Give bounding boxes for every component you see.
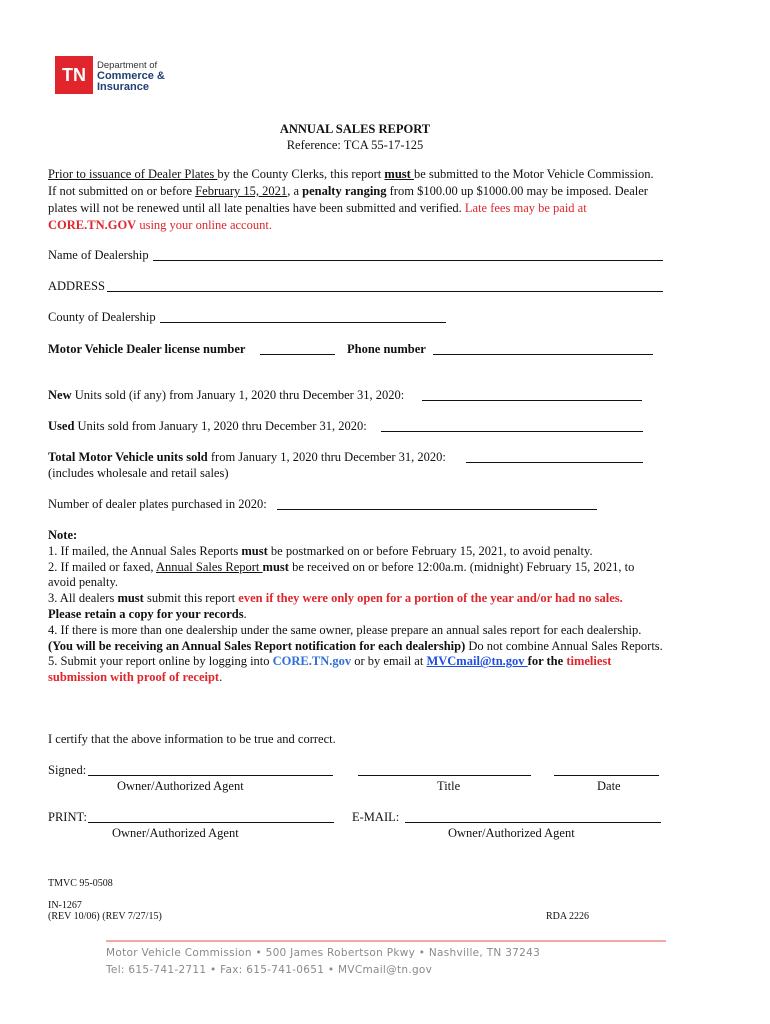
email-owner-caption: Owner/Authorized Agent — [448, 826, 575, 840]
used-units-text: Units sold from January 1, 2020 thru December 31, 2020: — [74, 419, 367, 433]
intro-penalty: penalty ranging — [302, 184, 387, 198]
note-1 — [48, 544, 663, 560]
note-5-e: for the — [527, 654, 567, 669]
note-2-d: be received on or before 12:00a.m. (midnight) February 15, 2021, to avoid penalty. — [48, 559, 635, 590]
date-field[interactable] — [554, 775, 659, 776]
logo-line-3: Insurance — [97, 81, 149, 93]
new-units-label — [48, 388, 404, 403]
note-3-retain: Please retain a copy for your records — [48, 606, 244, 621]
new-units-field[interactable] — [422, 400, 642, 401]
note-3 — [48, 591, 663, 623]
total-units-label — [48, 450, 446, 465]
note-1-must: must — [241, 543, 268, 558]
note-2-must: must — [262, 559, 289, 574]
address-label: ADDRESS — [48, 279, 105, 293]
signed-owner-caption: Owner/Authorized Agent — [117, 779, 244, 793]
intro-core-link[interactable]: CORE.TN.GOV — [48, 218, 137, 232]
footer-divider — [106, 940, 666, 942]
notes-heading: Note: — [48, 528, 78, 542]
note-3-period: . — [243, 606, 247, 621]
intro-text-4: from $100.00 up $1000.00 may be imposed. Dealer plates will not be renewed until all late penalties have been submitted and verified. — [48, 184, 648, 215]
note-4-c: Do not combine Annual Sales Reports. — [465, 638, 663, 653]
phone-label: Phone number — [347, 342, 426, 356]
note-5-core-link[interactable]: CORE.TN.gov — [272, 654, 352, 669]
email-label: E-MAIL: — [352, 810, 400, 824]
department-logo-text — [97, 60, 165, 93]
intro-online: using your online account. — [136, 218, 272, 232]
date-caption: Date — [597, 779, 621, 793]
rda-code: RDA 2226 — [546, 911, 590, 922]
logo-line-2: Commerce & — [97, 70, 165, 82]
note-5-email-link[interactable]: MVCmail@tn.gov — [426, 654, 528, 669]
intro-deadline: February 15, 2021 — [195, 184, 288, 198]
note-1-c: be postmarked on or before February 15, 2021, to avoid penalty. — [267, 543, 593, 558]
email-field[interactable] — [405, 822, 661, 823]
intro-must: must — [384, 167, 414, 181]
reference-line: Reference: TCA 55-17-125 — [286, 138, 424, 152]
total-units-text: from January 1, 2020 thru December 31, 2020: — [207, 450, 446, 464]
total-units-note: (includes wholesale and retail sales) — [48, 466, 229, 480]
title-field[interactable] — [358, 775, 531, 776]
total-units-field[interactable] — [466, 462, 643, 463]
used-units-field[interactable] — [381, 431, 643, 432]
intro-text-3: , a — [287, 184, 303, 198]
note-1-a: 1. If mailed, the Annual Sales Reports — [48, 543, 242, 558]
intro-text-1: by the County Clerks, this report — [217, 167, 385, 181]
dealership-name-label: Name of Dealership — [48, 248, 149, 262]
note-4-notification: (You will be receiving an Annual Sales Report notification for each dealership) — [48, 638, 466, 653]
note-5-a: 5. Submit your report online by logging into — [48, 654, 273, 669]
notes-section — [48, 528, 663, 686]
note-5-period: . — [219, 670, 223, 685]
intro-prior: Prior to issuance of Dealer Plates — [48, 167, 218, 181]
note-5-c: or by email at — [351, 654, 427, 669]
note-2-report: Annual Sales Report — [155, 559, 263, 574]
signed-label: Signed: — [48, 763, 87, 777]
note-3-a: 3. All dealers — [48, 591, 118, 606]
phone-field[interactable] — [433, 354, 653, 355]
address-field[interactable] — [107, 291, 663, 292]
note-3-must: must — [117, 591, 144, 606]
title-caption: Title — [437, 779, 461, 793]
dealership-name-field[interactable] — [153, 260, 663, 261]
logo-line-1: Department of — [97, 60, 158, 71]
signature-field[interactable] — [88, 775, 333, 776]
intro-text-2: be submitted to the Motor Vehicle Commission. If not submitted on or before — [48, 167, 654, 198]
in-code: IN-1267 — [48, 900, 82, 911]
note-3-warning: even if they were only open for a portion of the year and/or had no sales. — [238, 591, 623, 606]
new-units-text: Units sold (if any) from January 1, 2020 thru December 31, 2020: — [71, 388, 405, 402]
total-units-bold: Total Motor Vehicle units sold — [48, 450, 208, 464]
plates-field[interactable] — [277, 509, 597, 510]
county-label: County of Dealership — [48, 310, 156, 324]
tmvc-code: TMVC 95-0508 — [48, 878, 113, 889]
note-2 — [48, 560, 663, 592]
new-units-bold: New — [48, 388, 72, 402]
note-5 — [48, 654, 663, 686]
license-label: Motor Vehicle Dealer license number — [48, 342, 246, 356]
report-title: ANNUAL SALES REPORT — [279, 122, 431, 136]
intro-paragraph — [48, 166, 663, 234]
license-field[interactable] — [260, 354, 335, 355]
intro-late-fees: Late fees may be paid at — [464, 201, 587, 215]
used-units-bold: Used — [48, 419, 75, 433]
note-5-timeliest: timeliest submission with proof of receipt — [48, 654, 612, 685]
plates-label: Number of dealer plates purchased in 2020: — [48, 497, 267, 511]
print-owner-caption: Owner/Authorized Agent — [112, 826, 239, 840]
print-label: PRINT: — [48, 810, 87, 824]
certify-statement: I certify that the above information to be true and correct. — [48, 732, 336, 746]
note-3-c: submit this report — [143, 591, 239, 606]
used-units-label — [48, 419, 367, 434]
print-field[interactable] — [88, 822, 334, 823]
note-4 — [48, 623, 663, 655]
county-field[interactable] — [160, 322, 446, 323]
revision-code: (REV 10/06) (REV 7/27/15) — [48, 911, 162, 922]
note-2-a: 2. If mailed or faxed, — [48, 559, 156, 574]
note-4-text: 4. If there is more than one dealership under the same owner, please prepare an annual sales report for each dealership. — [48, 622, 642, 637]
tn-logo-badge: TN — [55, 56, 93, 94]
footer-contact: Tel: 615-741-2711 • Fax: 615-741-0651 • MVCmail@tn.gov — [106, 964, 433, 976]
footer-address: Motor Vehicle Commission • 500 James Robertson Pkwy • Nashville, TN 37243 — [106, 947, 541, 959]
